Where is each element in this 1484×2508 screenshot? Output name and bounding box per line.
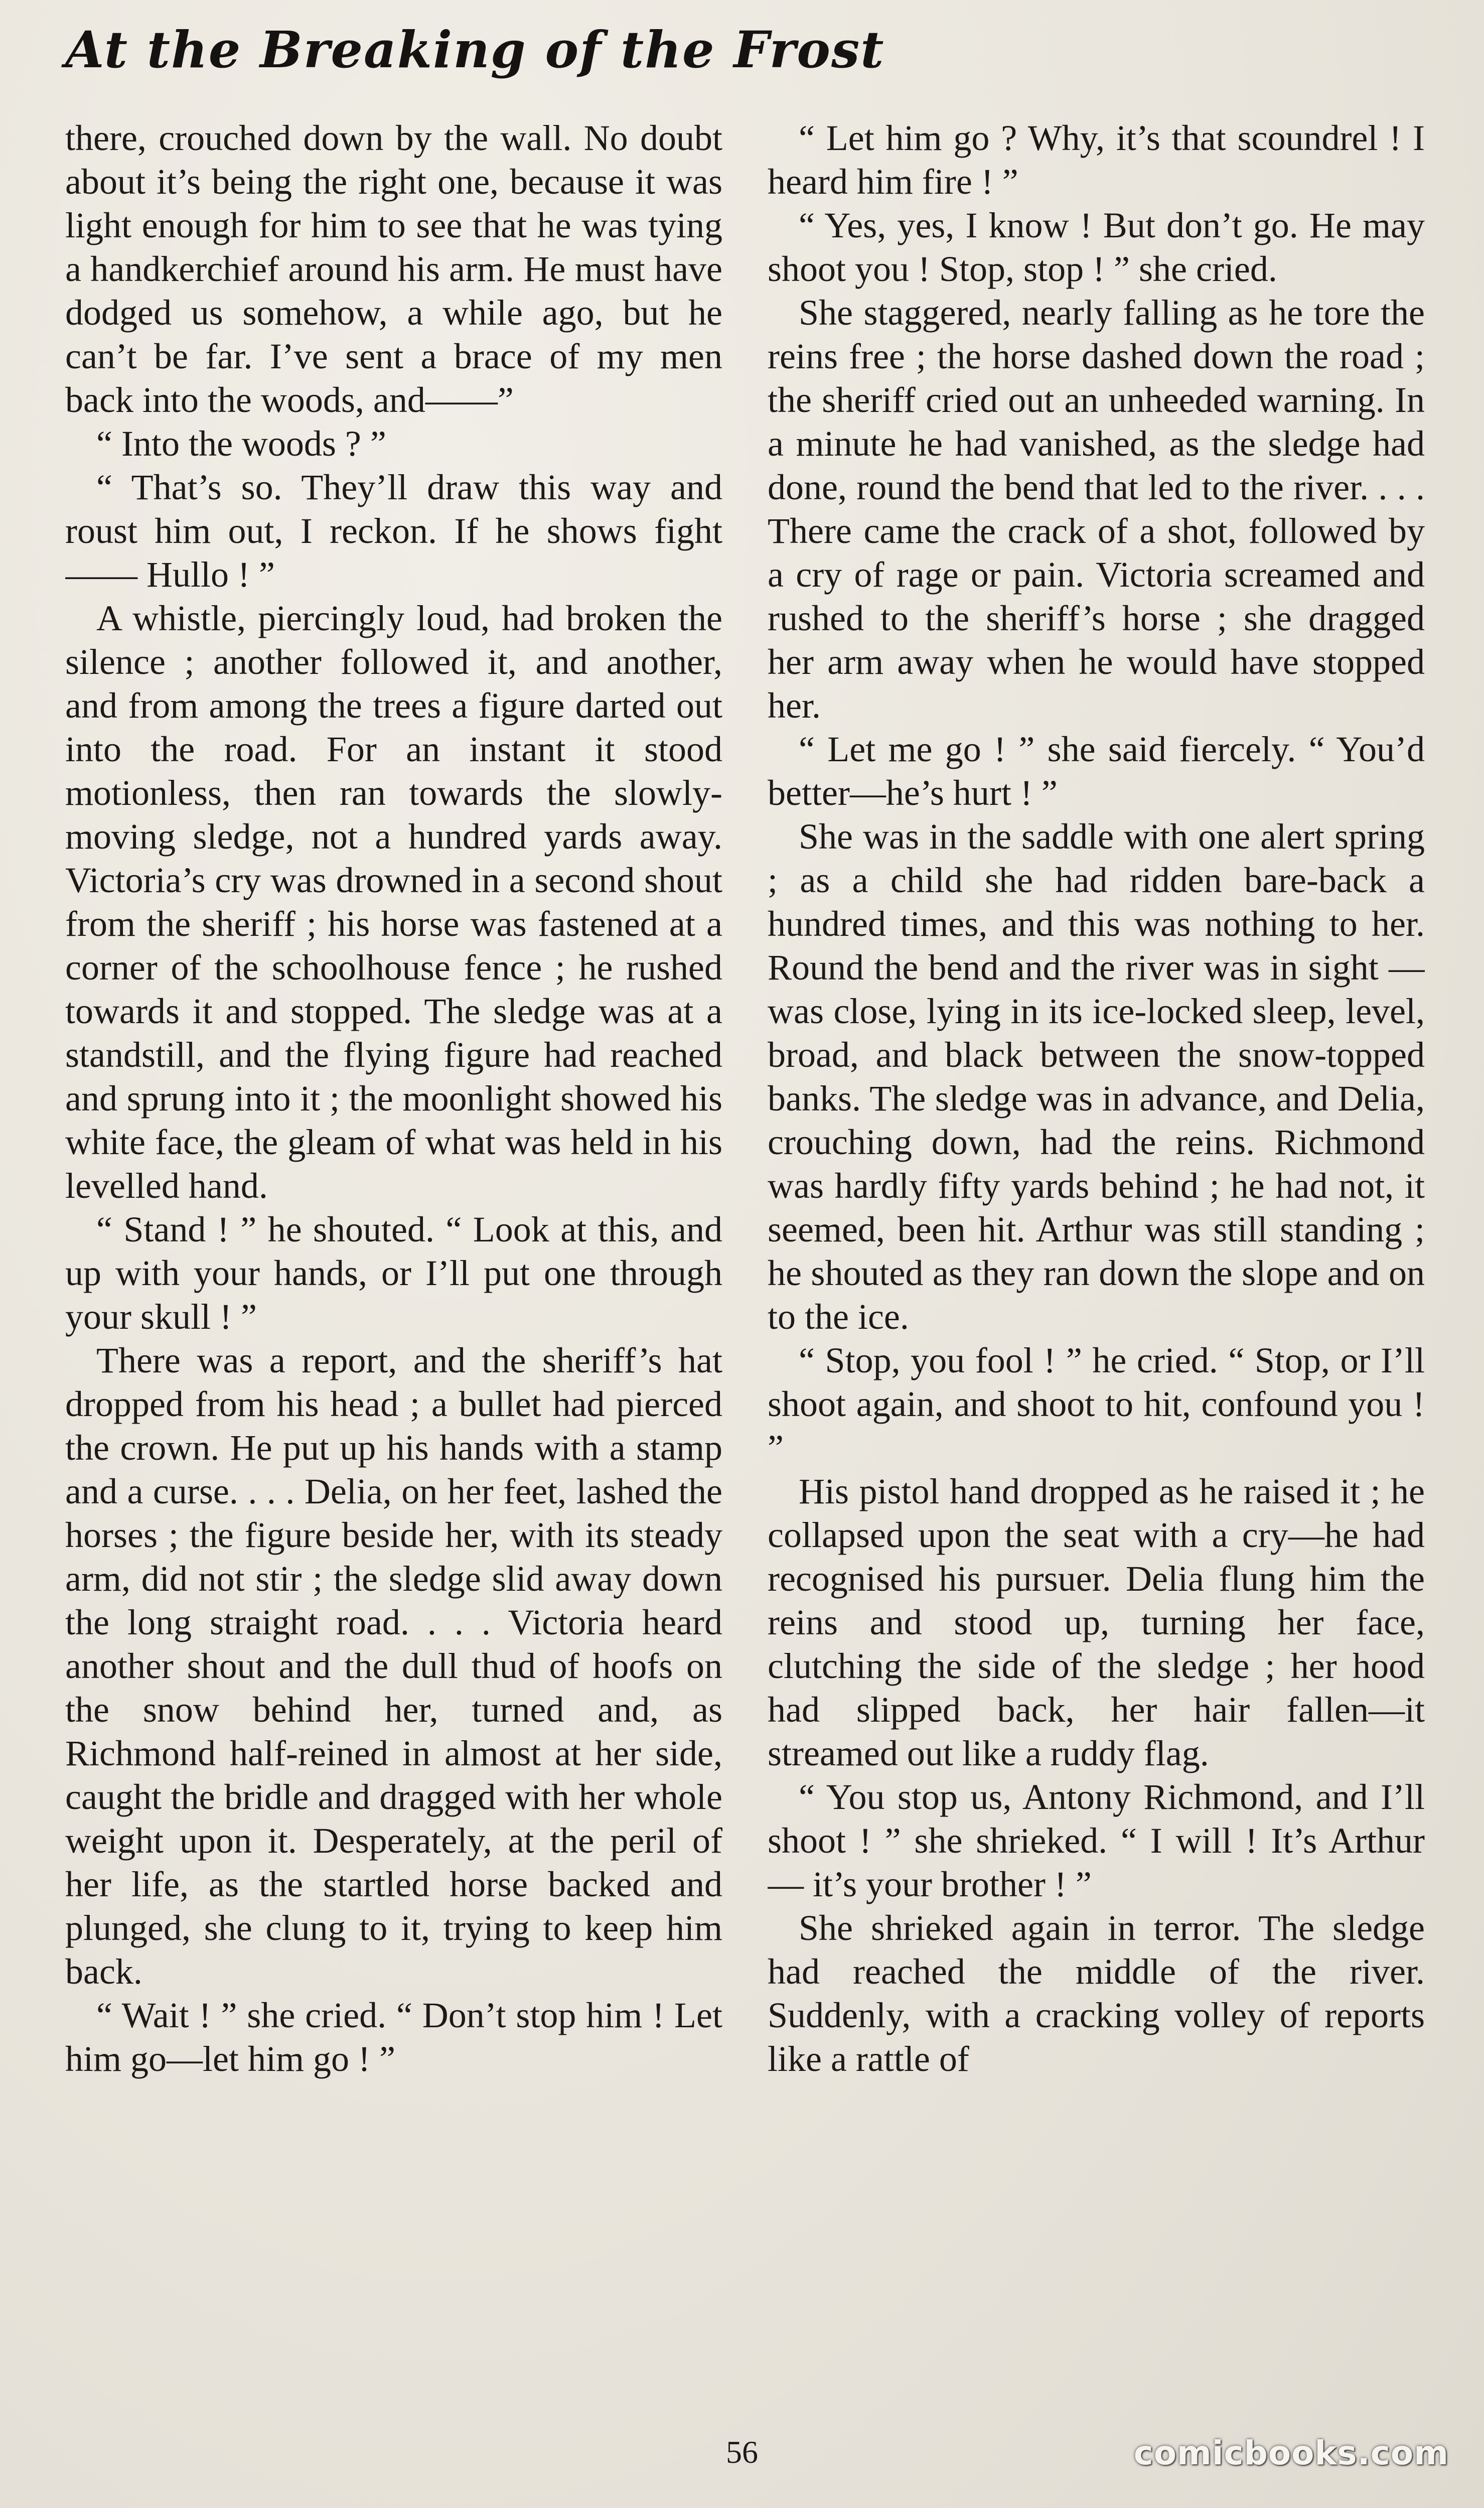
paragraph: She was in the saddle with one alert spring ; as a child she had ridden bare-back a hundred times, and this was nothing to her. Round the bend and the river was in sight —was close, lying in its ice-locked sleep, level, broad, and black between the snow-topped banks. The sledge was in advance, and Delia, crouching down, had the reins. Richmond was hardly fifty yards behind ; he had not, it seemed, been hit. Arthur was still standing ; he shouted as they ran down the slope and on to the ice. [768,816,1425,1337]
right-text-column [768,116,1425,2375]
paragraph: “ Into the woods ? ” [96,424,386,464]
page-number: 56 [726,2434,758,2470]
paragraph: “ That’s so. They’ll draw this way and roust him out, I reckon. If he shows fight—— Hullo ! ” [65,467,722,595]
paragraph: His pistol hand dropped as he raised it ; he collapsed upon the seat with a cry—he had recognised his pursuer. Delia flung him the reins and stood up, turning her face, clutching the side of the sledge ; her hood had slipped back, her hair fallen—it streamed out like a ruddy flag. [768,1471,1425,1773]
paragraph: “ Let him go ? Why, it’s that scoundrel ! I heard him fire ! ” [768,118,1425,202]
paragraph: She shrieked again in terror. The sledge had reached the middle of the river. Suddenly, with a cracking volley of reports like a rattle of [768,1908,1425,2079]
left-text-column [65,116,722,2375]
paragraph: “ Stand ! ” he shouted. “ Look at this, and up with your hands, or I’ll put one through your skull ! ” [65,1209,722,1337]
paragraph: A whistle, piercingly loud, had broken the silence ; another followed it, and another, and from among the trees a figure darted out into the road. For an instant it stood motionless, then ran towards the slowly-moving sledge, not a hundred yards away. Victoria’s cry was drowned in a second shout from the sheriff ; his horse was fastened at a corner of the schoolhouse fence ; he rushed towards it and stopped. The sledge was at a standstill, and the flying figure had reached and sprung into it ; the moonlight showed his white face, the gleam of what was held in his levelled hand. [65,598,722,1206]
paragraph: there, crouched down by the wall. No doubt about it’s being the right one, because it was light enough for him to see that he was tying a handkerchief around his arm. He must have dodged us somehow, a while ago, but he can’t be far. I’ve sent a brace of my men back into the woods, and——” [65,118,722,420]
running-title: At the Breaking of the Frost [65,20,885,79]
paragraph: “ Let me go ! ” she said fiercely. “ You’d better—he’s hurt ! ” [768,729,1425,813]
paragraph: There was a report, and the sheriff’s hat dropped from his head ; a bullet had pierced the crown. He put up his hands with a stamp and a curse. . . . Delia, on her feet, lashed the horses ; the figure beside her, with its steady arm, did not stir ; the sledge slid away down the long straight road. . . . Victoria heard another shout and the dull thud of hoofs on the snow behind her, turned and, as Richmond half-reined in almost at her side, caught the bridle and dragged with her whole weight upon it. Desperately, at the peril of her life, as the startled horse backed and plunged, she clung to it, trying to keep him back. [65,1340,722,1992]
paragraph: “ Yes, yes, I know ! But don’t go. He may shoot you ! Stop, stop ! ” she cried. [768,205,1425,289]
watermark: comicbooks.com [1133,2434,1449,2472]
paragraph: “ Wait ! ” she cried. “ Don’t stop him ! Let him go—let him go ! ” [65,1995,722,2079]
paragraph: She staggered, nearly falling as he tore the reins free ; the horse dashed down the road ; the sheriff cried out an unheeded warning. In a minute he had vanished, as the sledge had done, round the bend that led to the river. . . . There came the crack of a shot, followed by a cry of rage or pain. Victoria screamed and rushed to the sheriff’s horse ; she dragged her arm away when he would have stopped her. [768,293,1425,726]
paragraph: “ Stop, you fool ! ” he cried. “ Stop, or I’ll shoot again, and shoot to hit, confound you ! ” [768,1340,1425,1468]
paragraph: “ You stop us, Antony Richmond, and I’ll shoot ! ” she shrieked. “ I will ! It’s Arthur — it’s your brother ! ” [768,1777,1425,1904]
